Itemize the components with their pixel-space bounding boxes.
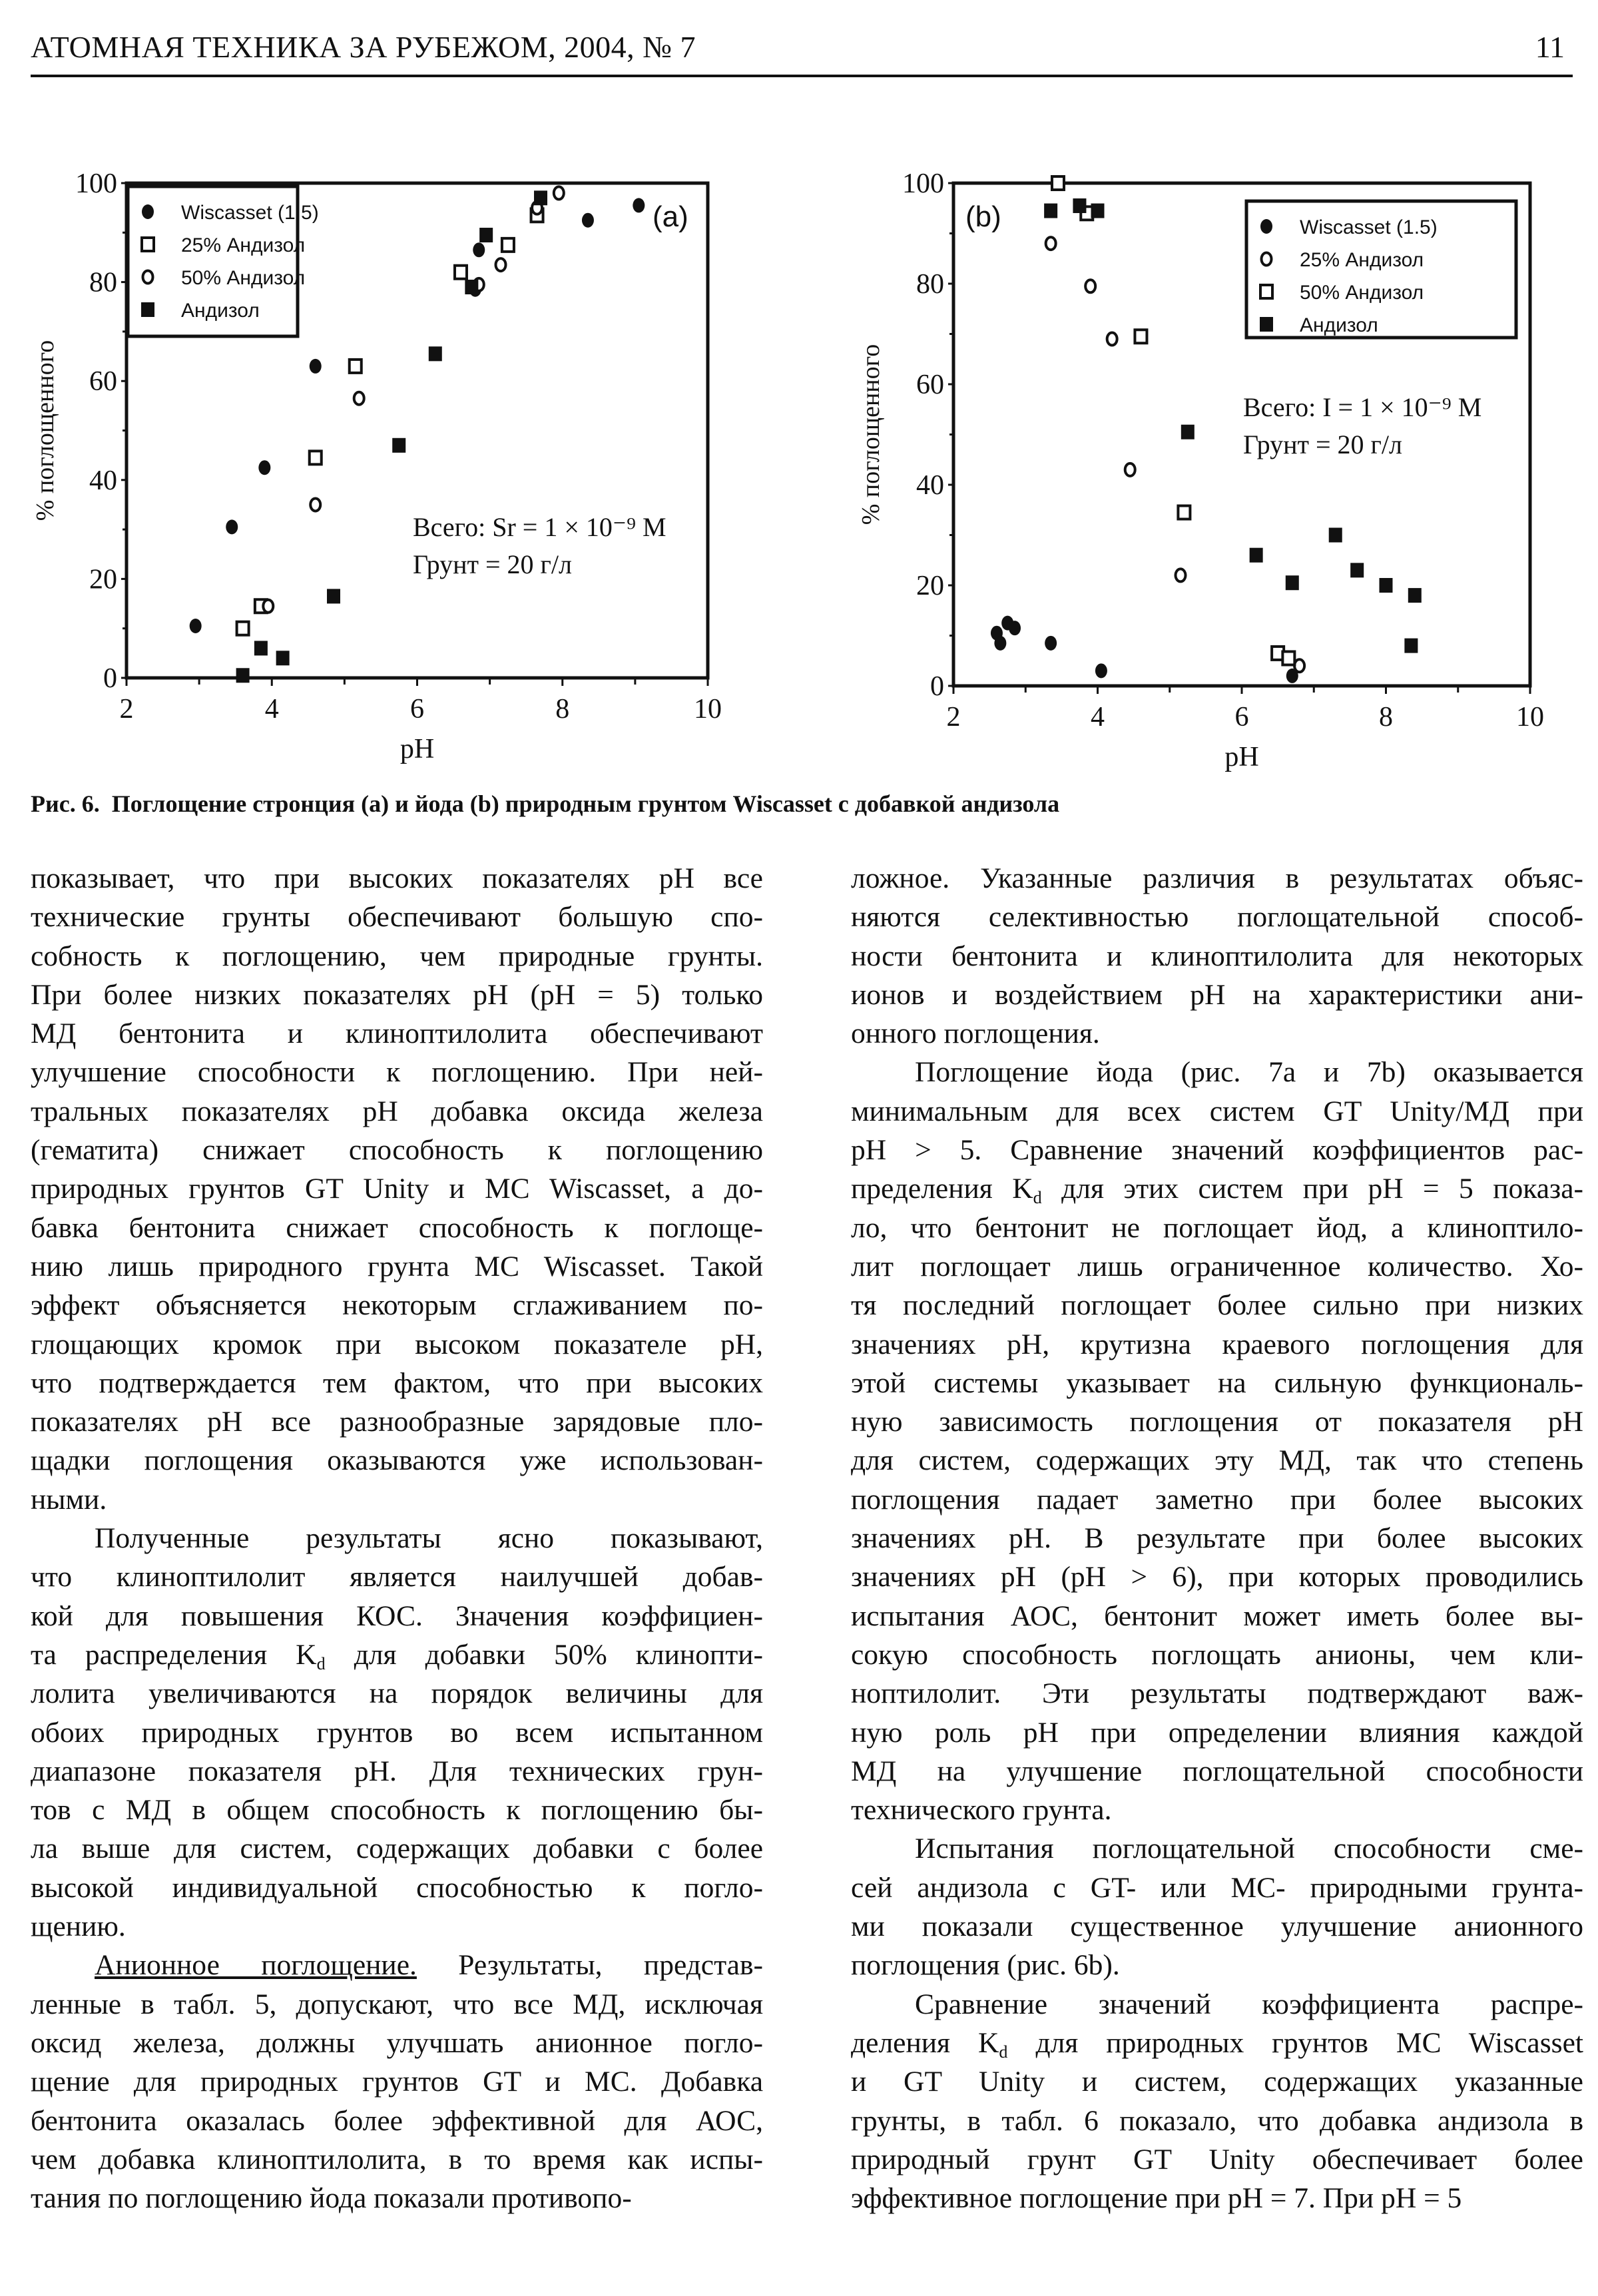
legend-marker-open-square <box>142 238 154 251</box>
text-line: тральных показателях pH добавка оксида железа <box>31 1095 763 1127</box>
text-line: сей андизола с GT- или MC- природными грунта- <box>851 1871 1583 1904</box>
data-point <box>1107 333 1117 346</box>
chart-annotation: Всего: I = 1 × 10⁻⁹ M <box>1243 392 1482 422</box>
legend-label: Андизол <box>1300 314 1378 336</box>
text-line: деления $K_d$ для природных грунтов MC Wiscasset <box>851 2026 1583 2062</box>
text-line: ионов и воздействием pH на характеристики ани- <box>851 978 1583 1011</box>
data-point <box>350 360 362 373</box>
chart-annotation: Всего: Sr = 1 × 10⁻⁹ M <box>413 512 666 542</box>
data-point <box>1408 588 1422 603</box>
x-tick-label: 8 <box>1379 702 1393 732</box>
legend-marker-open-square <box>1260 285 1272 298</box>
legend-marker-filled-square <box>1260 317 1273 332</box>
panel-label: (a) <box>653 200 688 233</box>
data-point <box>254 641 268 655</box>
data-point <box>465 280 478 294</box>
y-tick-label: 60 <box>89 366 117 398</box>
text-line: что клиноптилолит является наилучшей добав- <box>31 1561 763 1593</box>
y-tick-label: 40 <box>916 470 944 501</box>
legend-marker-open-circle <box>1262 253 1272 266</box>
data-point <box>479 228 493 242</box>
text-line: обоих природных грунтов во всем испытанном <box>31 1716 763 1749</box>
legend-label: 25% Андизол <box>181 234 306 256</box>
text-line: показывает, что при высоких показателях pH все <box>31 862 763 894</box>
y-tick-label: 100 <box>902 168 944 199</box>
text-line: значениях pH (pH > 6), при которых проводились <box>851 1561 1583 1593</box>
text-line: При более низких показателях pH (pH = 5) только <box>31 978 763 1011</box>
text-line: ми показали существенное улучшение анионного <box>851 1910 1583 1943</box>
data-point <box>1181 425 1195 439</box>
x-tick-label: 8 <box>555 694 570 724</box>
y-tick-label: 20 <box>916 571 944 601</box>
text-line: ло, что бентонит не поглощает йод, а клиноптило- <box>851 1211 1583 1244</box>
text-line: Поглощение йода (рис. 7a и 7b) оказывается <box>915 1056 1583 1089</box>
text-line: чем добавка клиноптилолита, в то время как испы- <box>31 2143 763 2175</box>
x-tick-label: 6 <box>410 694 424 724</box>
text-line: МД на улучшение поглощательной способности <box>851 1755 1583 1787</box>
data-point <box>1250 548 1263 563</box>
data-point <box>1282 651 1294 665</box>
body-column-left <box>31 859 763 2217</box>
data-point <box>1044 204 1057 218</box>
data-point <box>495 258 505 271</box>
x-axis-label: pH <box>1224 742 1259 772</box>
text-line: лолита увеличиваются на порядок величины для <box>31 1677 763 1710</box>
x-tick-label: 4 <box>264 694 279 724</box>
text-line: тания по поглощению йода показали противопо- <box>31 2182 632 2215</box>
text-line: и GT Unity и систем, содержащих указанные <box>851 2066 1583 2098</box>
header-rule <box>31 75 1573 77</box>
text-line: улучшение способности к поглощению. При ней- <box>31 1056 763 1089</box>
data-point <box>1095 663 1107 678</box>
data-point <box>237 622 249 635</box>
figure-caption <box>31 790 1059 818</box>
text-line: показателях pH все разнообразные зарядовые пло- <box>31 1406 763 1438</box>
text-line: поглощения падает заметно при более высоких <box>851 1483 1583 1516</box>
legend-label: 50% Андизол <box>181 267 306 289</box>
text-line: ленные в табл. 5, допускают, что все МД, исключая <box>31 1988 763 2020</box>
series-50-андизол <box>263 186 564 612</box>
data-point <box>994 636 1006 651</box>
text-line: грунты, в табл. 6 показало, что добавка андизола в <box>851 2104 1583 2137</box>
text-line: природный грунт GT Unity обеспечивает более <box>851 2143 1583 2175</box>
data-point <box>633 198 645 212</box>
x-tick-label: 2 <box>119 694 134 724</box>
text-line: МД бентонита и клиноптилолита обеспечивают <box>31 1017 763 1050</box>
data-point <box>1009 621 1021 635</box>
data-point <box>1085 280 1095 292</box>
text-line: технические грунты обеспечивают большую спо- <box>31 901 763 934</box>
y-tick-label: 100 <box>75 168 117 199</box>
text-line: этой системы указывает на сильную функциональ- <box>851 1366 1583 1399</box>
data-point <box>1404 639 1418 653</box>
text-line: тов с МД в общем способность к поглощению бы- <box>31 1794 763 1827</box>
data-point <box>226 519 238 534</box>
data-point <box>1125 463 1135 476</box>
legend <box>1246 201 1516 338</box>
text-line: бентонита оказалась более эффективной для АОС, <box>31 2104 763 2137</box>
paragraph <box>31 1519 763 1946</box>
text-line: ла выше для систем, содержащих добавки с более <box>31 1833 763 1865</box>
text-line: бавка бентонита снижает способность к поглоще- <box>31 1211 763 1244</box>
paragraph <box>851 859 1583 1053</box>
data-point <box>276 651 290 665</box>
x-tick-label: 10 <box>1516 702 1544 732</box>
text-line: щадки поглощения оказываются уже использован- <box>31 1444 763 1477</box>
text-line: ную роль pH при определении влияния каждой <box>851 1716 1583 1749</box>
data-point <box>190 619 202 633</box>
page-number: 11 <box>1535 30 1565 64</box>
data-point <box>502 238 514 252</box>
body-column-right <box>851 859 1583 2217</box>
paragraph <box>31 1946 763 2217</box>
x-tick-label: 10 <box>694 694 722 724</box>
text-line: собность к поглощению, чем природные грунты. <box>31 940 763 972</box>
data-point <box>1073 198 1086 213</box>
text-line: значениях pH, крутизна краевого поглощения для <box>851 1328 1583 1360</box>
text-line: эффект объясняется некоторым сглаживанием по- <box>31 1289 763 1322</box>
y-tick-label: 0 <box>103 663 117 694</box>
legend-marker-filled-circle <box>1260 219 1272 234</box>
text-line: пределения $K_d$ для этих систем при pH = 5 показа- <box>851 1173 1583 1208</box>
y-axis-label: % поглощенного <box>857 344 885 525</box>
text-line: испытания АОС, бентонит может иметь более вы- <box>851 1599 1583 1632</box>
text-line: онного поглощения. <box>851 1017 1100 1050</box>
data-point <box>582 213 594 228</box>
paragraph <box>31 859 763 1519</box>
y-tick-label: 80 <box>89 267 117 298</box>
section-heading: Анионное поглощение. <box>95 1949 417 1982</box>
data-point <box>1175 569 1185 581</box>
data-point <box>1178 506 1190 519</box>
text-line: Анионное поглощение. Результаты, представ- <box>95 1949 763 1982</box>
legend-label: Wiscasset (1.5) <box>1300 216 1438 238</box>
text-line: глощающих кромок при высоком показателе pH, <box>31 1328 763 1360</box>
y-tick-label: 40 <box>89 465 117 496</box>
figure-caption-number: Рис. 6. <box>31 790 100 817</box>
text-line: (гематита) снижает способность к поглощению <box>31 1134 763 1167</box>
legend-label: 50% Андизол <box>1300 282 1424 304</box>
data-point <box>1380 578 1393 593</box>
text-line: pH > 5. Сравнение значений коэффициентов рас- <box>851 1134 1583 1167</box>
data-point <box>310 451 322 464</box>
data-point <box>310 498 320 511</box>
series-wiscasset-1-5- <box>991 616 1298 683</box>
legend-label: Wiscasset (1.5) <box>181 202 319 224</box>
x-tick-label: 4 <box>1091 702 1105 732</box>
text-line: Сравнение значений коэффициента распре- <box>915 1988 1583 2020</box>
data-point <box>392 438 405 453</box>
data-point <box>1350 563 1364 577</box>
text-line: няются селективностью поглощательной способ- <box>851 901 1583 934</box>
data-point <box>554 186 564 199</box>
y-tick-label: 20 <box>89 564 117 595</box>
y-axis-label: % поглощенного <box>31 340 59 521</box>
legend-marker-filled-square <box>141 302 154 317</box>
x-axis-label: pH <box>400 734 435 764</box>
chart-annotation: Грунт = 20 г/л <box>413 549 573 579</box>
legend-label: Андизол <box>181 300 260 322</box>
text-line: природных грунтов GT Unity и MC Wiscasset, а до- <box>31 1173 763 1205</box>
data-point <box>534 190 547 205</box>
data-point <box>429 346 442 361</box>
data-point <box>1286 575 1299 590</box>
legend <box>128 186 319 336</box>
data-point <box>327 589 340 603</box>
text-line: эффективное поглощение при pH = 7. При pH = 5 <box>851 2182 1462 2215</box>
chart-annotation: Грунт = 20 г/л <box>1243 430 1403 459</box>
text-line: технического грунта. <box>851 1794 1112 1827</box>
text-line: ложное. Указанные различия в результатах объяс- <box>851 862 1583 894</box>
x-tick-label: 2 <box>946 702 961 732</box>
text-line: ными. <box>31 1483 107 1516</box>
legend-label: 25% Андизол <box>1300 249 1424 271</box>
chart-b-svg <box>832 160 1565 779</box>
text-line: Полученные результаты ясно показывают, <box>95 1522 763 1555</box>
text-line: минимальным для всех систем GT Unity/МД при <box>851 1095 1583 1127</box>
data-point <box>473 242 485 257</box>
data-point <box>1046 237 1056 250</box>
data-point <box>263 600 273 613</box>
text-line: тя последний поглощает более сильно при низких <box>851 1289 1583 1322</box>
data-point <box>236 668 250 683</box>
text-line: оксид железа, должны улучшать анионное погло- <box>31 2026 763 2059</box>
text-line: поглощения (рис. 6b). <box>851 1949 1120 1982</box>
y-tick-label: 60 <box>916 370 944 400</box>
chart-a-strontium <box>27 160 759 779</box>
y-tick-label: 0 <box>930 671 944 702</box>
data-point <box>1045 636 1057 651</box>
text-line: что подтверждается тем фактом, что при высоких <box>31 1366 763 1399</box>
data-point <box>310 359 322 374</box>
figure-caption-text: Поглощение стронция (a) и йода (b) природным грунтом Wiscasset с добавкой андизола <box>111 790 1060 817</box>
data-point <box>1329 528 1342 543</box>
data-point <box>1052 176 1064 190</box>
text-line: Испытания поглощательной способности сме- <box>915 1833 1583 1865</box>
data-point <box>258 460 270 475</box>
text-line: щение для природных грунтов GT и MC. Добавка <box>31 2066 763 2098</box>
text-line: высокой индивидуальной способностью к погло- <box>31 1871 763 1904</box>
data-point <box>1091 204 1105 218</box>
text-line: для систем, содержащих эту МД, так что степень <box>851 1444 1583 1477</box>
text-line: кой для повышения КОС. Значения коэффициен- <box>31 1599 763 1632</box>
text-line: ную зависимость поглощения от показателя pH <box>851 1406 1583 1438</box>
paragraph <box>851 1053 1583 1829</box>
y-tick-label: 80 <box>916 269 944 300</box>
legend-marker-open-circle <box>143 271 153 284</box>
data-point <box>354 392 364 405</box>
data-point <box>455 266 467 279</box>
text-line: та распределения $K_d$ для добавки 50% клинопти- <box>31 1638 763 1673</box>
running-header <box>31 27 1573 73</box>
chart-b-iodine <box>832 160 1565 779</box>
text-line: ноптилолит. Эти результаты подтверждают важ- <box>851 1677 1583 1710</box>
text-line: ности бентонита и клиноптилолита для некоторых <box>851 940 1583 972</box>
text-line: сокую способность поглощать анионы, чем кли- <box>851 1638 1583 1671</box>
journal-title: АТОМНАЯ ТЕХНИКА ЗА РУБЕЖОМ, 2004, № 7 <box>31 30 696 64</box>
panel-label: (b) <box>965 200 1001 233</box>
text-line: лит поглощает лишь ограниченное количество. Хо- <box>851 1250 1583 1283</box>
paragraph <box>851 1985 1583 2218</box>
text-line: щению. <box>31 1910 126 1943</box>
text-line: диапазоне показателя pH. Для технических грун- <box>31 1755 763 1787</box>
text-line: значениях pH. В результате при более высоких <box>851 1522 1583 1555</box>
chart-a-svg <box>27 160 759 779</box>
x-tick-label: 6 <box>1234 702 1249 732</box>
paragraph <box>851 1829 1583 1984</box>
data-point <box>1135 330 1147 343</box>
legend-marker-filled-circle <box>142 204 154 219</box>
text-line: нию лишь природного грунта MC Wiscasset. Такой <box>31 1250 763 1283</box>
